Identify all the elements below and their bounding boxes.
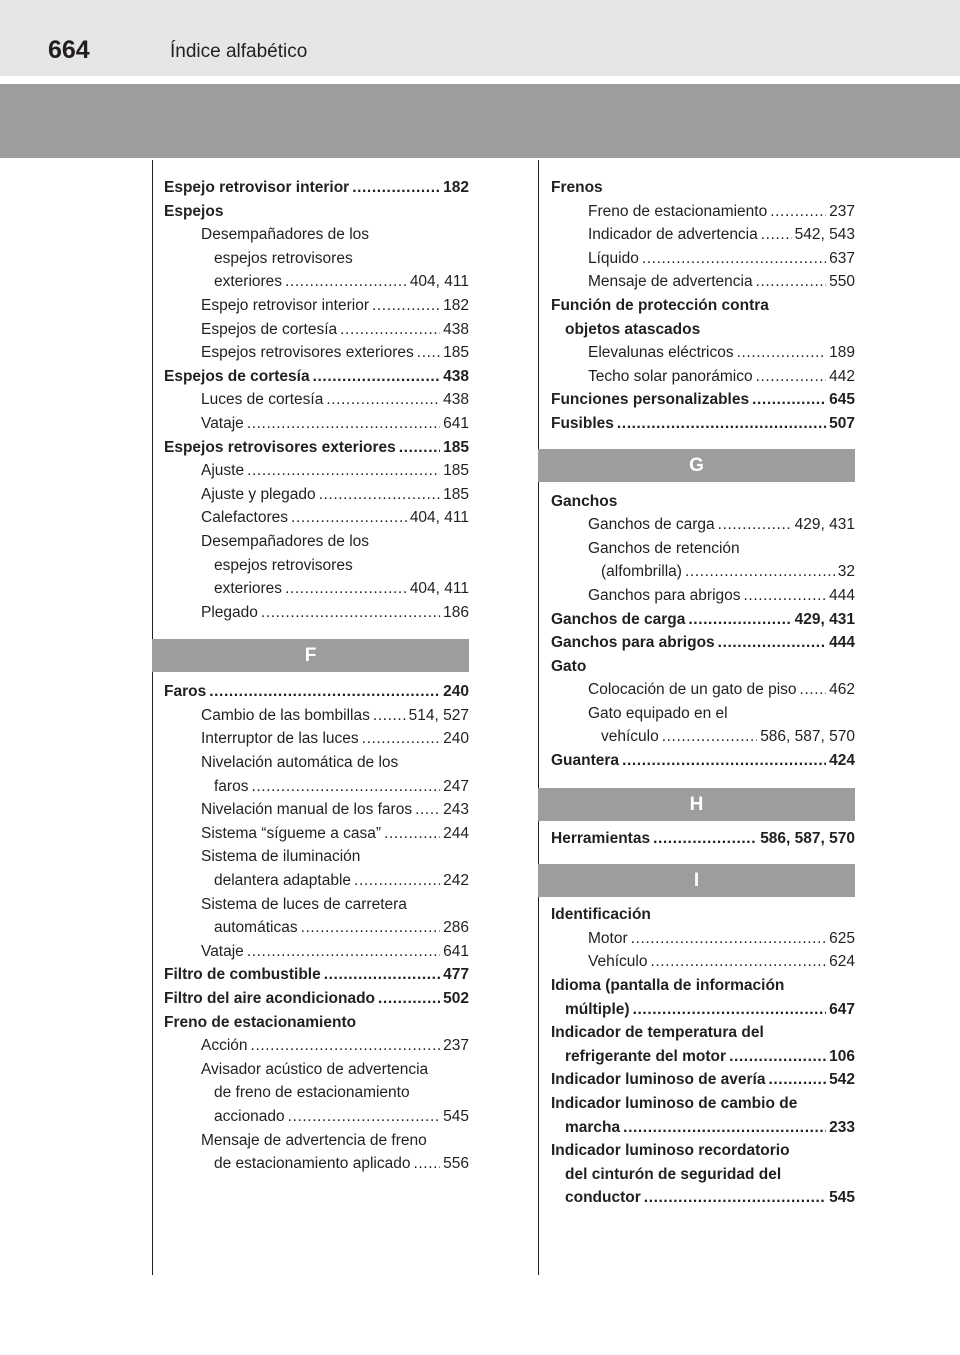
index-subentry bbox=[152, 704, 469, 728]
entry-text: Vataje bbox=[201, 942, 244, 960]
page-reference: 444 bbox=[829, 634, 855, 652]
index-column-2 bbox=[538, 176, 855, 1210]
index-entry bbox=[538, 1163, 855, 1187]
entry-text: Mensaje de advertencia de freno bbox=[201, 1131, 427, 1149]
entry-text: Elevalunas eléctricos bbox=[588, 344, 734, 362]
entry-text: marcha bbox=[565, 1118, 621, 1136]
entry-text: múltiple) bbox=[565, 1000, 630, 1018]
page-reference: 542, 543 bbox=[794, 226, 855, 244]
index-subentry bbox=[538, 537, 855, 561]
page-reference: 240 bbox=[443, 683, 469, 701]
index-subentry bbox=[152, 1058, 469, 1082]
dot-leader bbox=[800, 678, 827, 702]
page-reference: 507 bbox=[829, 414, 855, 432]
entry-text: de estacionamiento aplicado bbox=[214, 1155, 411, 1173]
letter-heading: I bbox=[538, 864, 855, 897]
entry-text: espejos retrovisores bbox=[214, 556, 353, 574]
entry-text: Líquido bbox=[588, 249, 639, 267]
page-reference: 244 bbox=[443, 824, 469, 842]
index-subentry bbox=[152, 223, 469, 247]
dot-leader bbox=[718, 631, 826, 655]
page-reference: 240 bbox=[443, 730, 469, 748]
dot-leader bbox=[644, 1186, 826, 1210]
dot-leader bbox=[653, 827, 757, 851]
entry-text: Ganchos bbox=[551, 492, 618, 510]
entry-text: Indicador de advertencia bbox=[588, 226, 758, 244]
page-reference: 647 bbox=[829, 1000, 855, 1018]
entry-text: Plegado bbox=[201, 603, 258, 621]
page-reference: 641 bbox=[443, 414, 469, 432]
page-reference: 185 bbox=[443, 344, 469, 362]
dot-leader bbox=[399, 436, 440, 460]
dot-leader bbox=[718, 513, 792, 537]
index-subentry bbox=[538, 200, 855, 224]
dot-leader bbox=[770, 200, 826, 224]
index-entry bbox=[538, 1092, 855, 1116]
entry-text: Función de protección contra bbox=[551, 296, 769, 314]
page-reference: 438 bbox=[443, 391, 469, 409]
page-reference: 404, 411 bbox=[409, 580, 469, 598]
index-subentry bbox=[152, 1034, 469, 1058]
entry-text: Indicador de temperatura del bbox=[551, 1024, 764, 1042]
index-entry bbox=[538, 608, 855, 632]
dot-leader bbox=[756, 270, 827, 294]
index-subentry bbox=[538, 725, 855, 749]
index-subentry bbox=[538, 560, 855, 584]
dot-leader bbox=[761, 223, 792, 247]
index-entry bbox=[152, 176, 469, 200]
page-reference: 625 bbox=[829, 929, 855, 947]
entry-text: Acción bbox=[201, 1037, 248, 1055]
index-subentry bbox=[538, 513, 855, 537]
index-subentry bbox=[152, 412, 469, 436]
dot-leader bbox=[662, 725, 757, 749]
entry-text: Filtro del aire acondicionado bbox=[164, 990, 376, 1007]
entry-text: del cinturón de seguridad del bbox=[565, 1165, 782, 1183]
entry-text: accionado bbox=[214, 1107, 285, 1125]
dot-leader bbox=[373, 704, 406, 728]
dot-leader bbox=[633, 998, 827, 1022]
page-reference: 444 bbox=[829, 586, 855, 604]
index-entry bbox=[538, 490, 855, 514]
entry-text: exteriores bbox=[214, 273, 283, 291]
index-entry bbox=[538, 1186, 855, 1210]
entry-text: Espejo retrovisor interior bbox=[164, 179, 350, 196]
entry-text: Espejos retrovisores exteriores bbox=[164, 438, 396, 456]
entry-text: Mensaje de advertencia bbox=[588, 273, 753, 291]
page-reference: 185 bbox=[443, 438, 469, 456]
entry-text: Ganchos de retención bbox=[588, 539, 740, 557]
letter-heading: F bbox=[152, 639, 469, 672]
entry-text: espejos retrovisores bbox=[214, 249, 353, 267]
entry-text: conductor bbox=[565, 1189, 641, 1207]
entry-text: Avisador acústico de advertencia bbox=[201, 1060, 429, 1078]
page-reference: 586, 587, 570 bbox=[760, 829, 855, 847]
dot-leader bbox=[650, 950, 826, 974]
index-entry bbox=[538, 388, 855, 412]
entry-text: Ganchos para abrigos bbox=[588, 586, 741, 604]
page-reference: 186 bbox=[443, 603, 469, 621]
entry-text: Indicador luminoso de cambio de bbox=[551, 1095, 798, 1112]
index-subentry bbox=[152, 530, 469, 554]
entry-text: exteriores bbox=[214, 580, 283, 598]
dot-leader bbox=[285, 577, 407, 601]
entry-text: Sistema de iluminación bbox=[201, 848, 361, 866]
index-subentry bbox=[152, 577, 469, 601]
index-entry bbox=[538, 1116, 855, 1140]
index-subentry bbox=[152, 940, 469, 964]
entry-text: Filtro de combustible bbox=[164, 966, 321, 984]
page-reference: 185 bbox=[443, 485, 469, 503]
dot-leader bbox=[768, 1068, 826, 1092]
index-subentry bbox=[152, 916, 469, 940]
page-reference: 438 bbox=[443, 320, 469, 338]
dot-leader bbox=[354, 869, 440, 893]
index-entry bbox=[152, 365, 469, 389]
index-subentry bbox=[152, 1129, 469, 1153]
page-reference: 237 bbox=[443, 1037, 469, 1055]
dot-leader bbox=[301, 916, 441, 940]
index-entry bbox=[538, 903, 855, 927]
index-entry bbox=[538, 827, 855, 851]
spacer bbox=[152, 624, 469, 639]
letter-heading: G bbox=[538, 449, 855, 482]
index-subentry bbox=[152, 798, 469, 822]
page-reference: 477 bbox=[443, 966, 469, 984]
dot-leader bbox=[285, 270, 407, 294]
index-subentry bbox=[152, 751, 469, 775]
index-subentry bbox=[152, 893, 469, 917]
dot-leader bbox=[378, 987, 440, 1011]
entry-text: Indicador luminoso de avería bbox=[551, 1071, 766, 1089]
dot-leader bbox=[617, 412, 826, 436]
page-reference: 645 bbox=[829, 391, 855, 409]
index-subentry bbox=[152, 1081, 469, 1105]
page-reference: 442 bbox=[829, 367, 855, 385]
entry-text: Freno de estacionamiento bbox=[588, 202, 768, 220]
dot-leader bbox=[622, 749, 826, 773]
entry-text: Espejos bbox=[164, 202, 224, 220]
entry-text: Frenos bbox=[551, 179, 603, 196]
page-reference: 637 bbox=[829, 249, 855, 267]
spacer bbox=[538, 850, 855, 864]
dot-leader bbox=[623, 1116, 826, 1140]
entry-text: Luces de cortesía bbox=[201, 391, 324, 409]
page-reference: 233 bbox=[829, 1118, 855, 1136]
index-entry bbox=[538, 1045, 855, 1069]
entry-text: delantera adaptable bbox=[214, 872, 352, 890]
page-number: 664 bbox=[48, 36, 90, 64]
index-entry bbox=[538, 631, 855, 655]
entry-text: Fusibles bbox=[551, 414, 614, 432]
dot-leader bbox=[737, 341, 827, 365]
entry-text: Espejos de cortesía bbox=[201, 320, 338, 338]
page-reference: 438 bbox=[443, 367, 469, 385]
index-subentry bbox=[152, 601, 469, 625]
entry-text: Ganchos de carga bbox=[551, 610, 686, 628]
index-entry bbox=[538, 974, 855, 998]
index-subentry bbox=[538, 584, 855, 608]
dot-leader bbox=[756, 365, 827, 389]
index-subentry bbox=[152, 459, 469, 483]
dot-leader bbox=[362, 727, 440, 751]
entry-text: Indicador luminoso recordatorio bbox=[551, 1142, 790, 1160]
index-entry bbox=[152, 963, 469, 987]
page-reference: 429, 431 bbox=[794, 610, 855, 628]
entry-text: Gato bbox=[551, 657, 587, 675]
dot-leader bbox=[413, 1152, 440, 1176]
dot-leader bbox=[417, 341, 440, 365]
header-band bbox=[0, 84, 960, 158]
page-reference: 182 bbox=[443, 296, 469, 314]
entry-text: Freno de estacionamiento bbox=[164, 1013, 357, 1031]
page-reference: 404, 411 bbox=[409, 509, 469, 527]
dot-leader bbox=[291, 506, 407, 530]
entry-text: Funciones personalizables bbox=[551, 391, 750, 409]
index-entry bbox=[538, 1139, 855, 1163]
index-entry bbox=[538, 294, 855, 318]
dot-leader bbox=[313, 365, 441, 389]
index-entry bbox=[538, 412, 855, 436]
index-entry bbox=[538, 1021, 855, 1045]
entry-text: de freno de estacionamiento bbox=[214, 1084, 410, 1102]
index-subentry bbox=[152, 822, 469, 846]
page-reference: 243 bbox=[443, 801, 469, 819]
index-entry bbox=[152, 436, 469, 460]
index-subentry bbox=[152, 727, 469, 751]
dot-leader bbox=[631, 927, 827, 951]
entry-text: Idioma (pantalla de información bbox=[551, 977, 785, 995]
entry-text: Nivelación manual de los faros bbox=[201, 801, 413, 819]
spacer bbox=[538, 436, 855, 449]
dot-leader bbox=[642, 247, 826, 271]
page-reference: 514, 527 bbox=[408, 706, 469, 724]
entry-text: Espejo retrovisor interior bbox=[201, 296, 369, 314]
index-subentry bbox=[152, 341, 469, 365]
spacer bbox=[152, 672, 469, 680]
dot-leader bbox=[319, 483, 441, 507]
entry-text: Motor bbox=[588, 929, 628, 947]
index-subentry bbox=[538, 270, 855, 294]
index-subentry bbox=[538, 223, 855, 247]
spacer bbox=[538, 482, 855, 490]
entry-text: Colocación de un gato de piso bbox=[588, 681, 797, 699]
index-subentry bbox=[538, 678, 855, 702]
index-subentry bbox=[538, 950, 855, 974]
dot-leader bbox=[247, 940, 440, 964]
page-reference: 542 bbox=[829, 1071, 855, 1089]
entry-text: Ajuste bbox=[201, 462, 245, 480]
index-subentry bbox=[152, 506, 469, 530]
dot-leader bbox=[247, 412, 440, 436]
index-subentry bbox=[538, 365, 855, 389]
dot-leader bbox=[326, 388, 440, 412]
index-subentry bbox=[152, 1152, 469, 1176]
dot-leader bbox=[209, 680, 440, 704]
entry-text: vehículo bbox=[601, 728, 659, 746]
page-reference: 550 bbox=[829, 273, 855, 291]
page-reference: 624 bbox=[829, 953, 855, 971]
entry-text: Techo solar panorámico bbox=[588, 367, 753, 385]
index-subentry bbox=[152, 483, 469, 507]
entry-text: Interruptor de las luces bbox=[201, 730, 359, 748]
dot-leader bbox=[729, 1045, 826, 1069]
index-subentry bbox=[152, 869, 469, 893]
index-subentry bbox=[538, 927, 855, 951]
index-subentry bbox=[152, 294, 469, 318]
page-reference: 502 bbox=[443, 990, 469, 1007]
page-reference: 237 bbox=[829, 202, 855, 220]
index-subentry bbox=[538, 702, 855, 726]
dot-leader bbox=[352, 176, 440, 200]
entry-text: refrigerante del motor bbox=[565, 1047, 727, 1065]
dot-leader bbox=[384, 822, 440, 846]
index-subentry bbox=[152, 845, 469, 869]
index-subentry bbox=[538, 247, 855, 271]
index-subentry bbox=[152, 1105, 469, 1129]
entry-text: Desempañadores de los bbox=[201, 226, 370, 244]
page-reference: 189 bbox=[829, 344, 855, 362]
index-entry bbox=[152, 200, 469, 224]
letter-heading: H bbox=[538, 788, 855, 821]
index-entry bbox=[538, 749, 855, 773]
index-entry bbox=[538, 1068, 855, 1092]
dot-leader bbox=[752, 388, 826, 412]
entry-text: Gato equipado en el bbox=[588, 704, 728, 722]
index-subentry bbox=[152, 775, 469, 799]
dot-leader bbox=[324, 963, 440, 987]
index-entry bbox=[538, 176, 855, 200]
spacer bbox=[538, 773, 855, 788]
entry-text: Ganchos de carga bbox=[588, 516, 715, 534]
dot-leader bbox=[261, 601, 440, 625]
entry-text: Cambio de las bombillas bbox=[201, 706, 370, 724]
entry-text: Herramientas bbox=[551, 829, 651, 847]
index-subentry bbox=[152, 270, 469, 294]
page-reference: 182 bbox=[443, 179, 469, 196]
dot-leader bbox=[415, 798, 440, 822]
dot-leader bbox=[251, 775, 440, 799]
index-entry bbox=[538, 998, 855, 1022]
index-subentry bbox=[152, 247, 469, 271]
entry-text: Vehículo bbox=[588, 953, 648, 971]
entry-text: Sistema de luces de carretera bbox=[201, 895, 407, 913]
page-reference: 545 bbox=[443, 1107, 469, 1125]
entry-text: automáticas bbox=[214, 919, 298, 937]
dot-leader bbox=[685, 560, 835, 584]
dot-leader bbox=[372, 294, 440, 318]
section-title: Índice alfabético bbox=[170, 41, 308, 62]
index-entry bbox=[152, 1011, 469, 1035]
entry-text: Identificación bbox=[551, 906, 651, 924]
entry-text: Sistema “sígueme a casa” bbox=[201, 824, 382, 842]
entry-text: objetos atascados bbox=[565, 320, 701, 338]
dot-leader bbox=[744, 584, 827, 608]
page-reference: 242 bbox=[443, 872, 469, 890]
page-reference: 106 bbox=[829, 1047, 855, 1065]
entry-text: Espejos de cortesía bbox=[164, 367, 310, 385]
header-bar bbox=[0, 0, 960, 76]
dot-leader bbox=[340, 318, 440, 342]
page-reference: 641 bbox=[443, 942, 469, 960]
index-entry bbox=[152, 680, 469, 704]
dot-leader bbox=[247, 459, 440, 483]
page-reference: 424 bbox=[829, 752, 855, 770]
entry-text: Calefactores bbox=[201, 509, 289, 527]
index-subentry bbox=[152, 388, 469, 412]
page-reference: 404, 411 bbox=[409, 273, 469, 291]
index-entry bbox=[152, 987, 469, 1011]
entry-text: (alfombrilla) bbox=[601, 563, 682, 581]
index-column-1 bbox=[152, 176, 469, 1176]
entry-text: Vataje bbox=[201, 414, 244, 432]
entry-text: Espejos retrovisores exteriores bbox=[201, 344, 414, 362]
page-reference: 545 bbox=[829, 1189, 855, 1207]
page-reference: 185 bbox=[443, 462, 469, 480]
index-subentry bbox=[152, 554, 469, 578]
page-reference: 462 bbox=[829, 681, 855, 699]
page-reference: 286 bbox=[443, 919, 469, 937]
dot-leader bbox=[251, 1034, 441, 1058]
entry-text: faros bbox=[214, 777, 249, 795]
index-entry bbox=[538, 655, 855, 679]
page-reference: 586, 587, 570 bbox=[760, 728, 855, 746]
index-subentry bbox=[538, 341, 855, 365]
entry-text: Ganchos para abrigos bbox=[551, 634, 715, 652]
dot-leader bbox=[688, 608, 791, 632]
page-reference: 429, 431 bbox=[794, 516, 855, 534]
entry-text: Guantera bbox=[551, 752, 620, 770]
dot-leader bbox=[288, 1105, 440, 1129]
page-reference: 32 bbox=[837, 563, 855, 581]
page-reference: 247 bbox=[443, 777, 469, 795]
index-subentry bbox=[152, 318, 469, 342]
index-entry bbox=[538, 318, 855, 342]
entry-text: Nivelación automática de los bbox=[201, 754, 399, 772]
page-reference: 556 bbox=[443, 1155, 469, 1173]
entry-text: Faros bbox=[164, 683, 207, 701]
entry-text: Ajuste y plegado bbox=[201, 485, 316, 503]
entry-text: Desempañadores de los bbox=[201, 532, 370, 550]
